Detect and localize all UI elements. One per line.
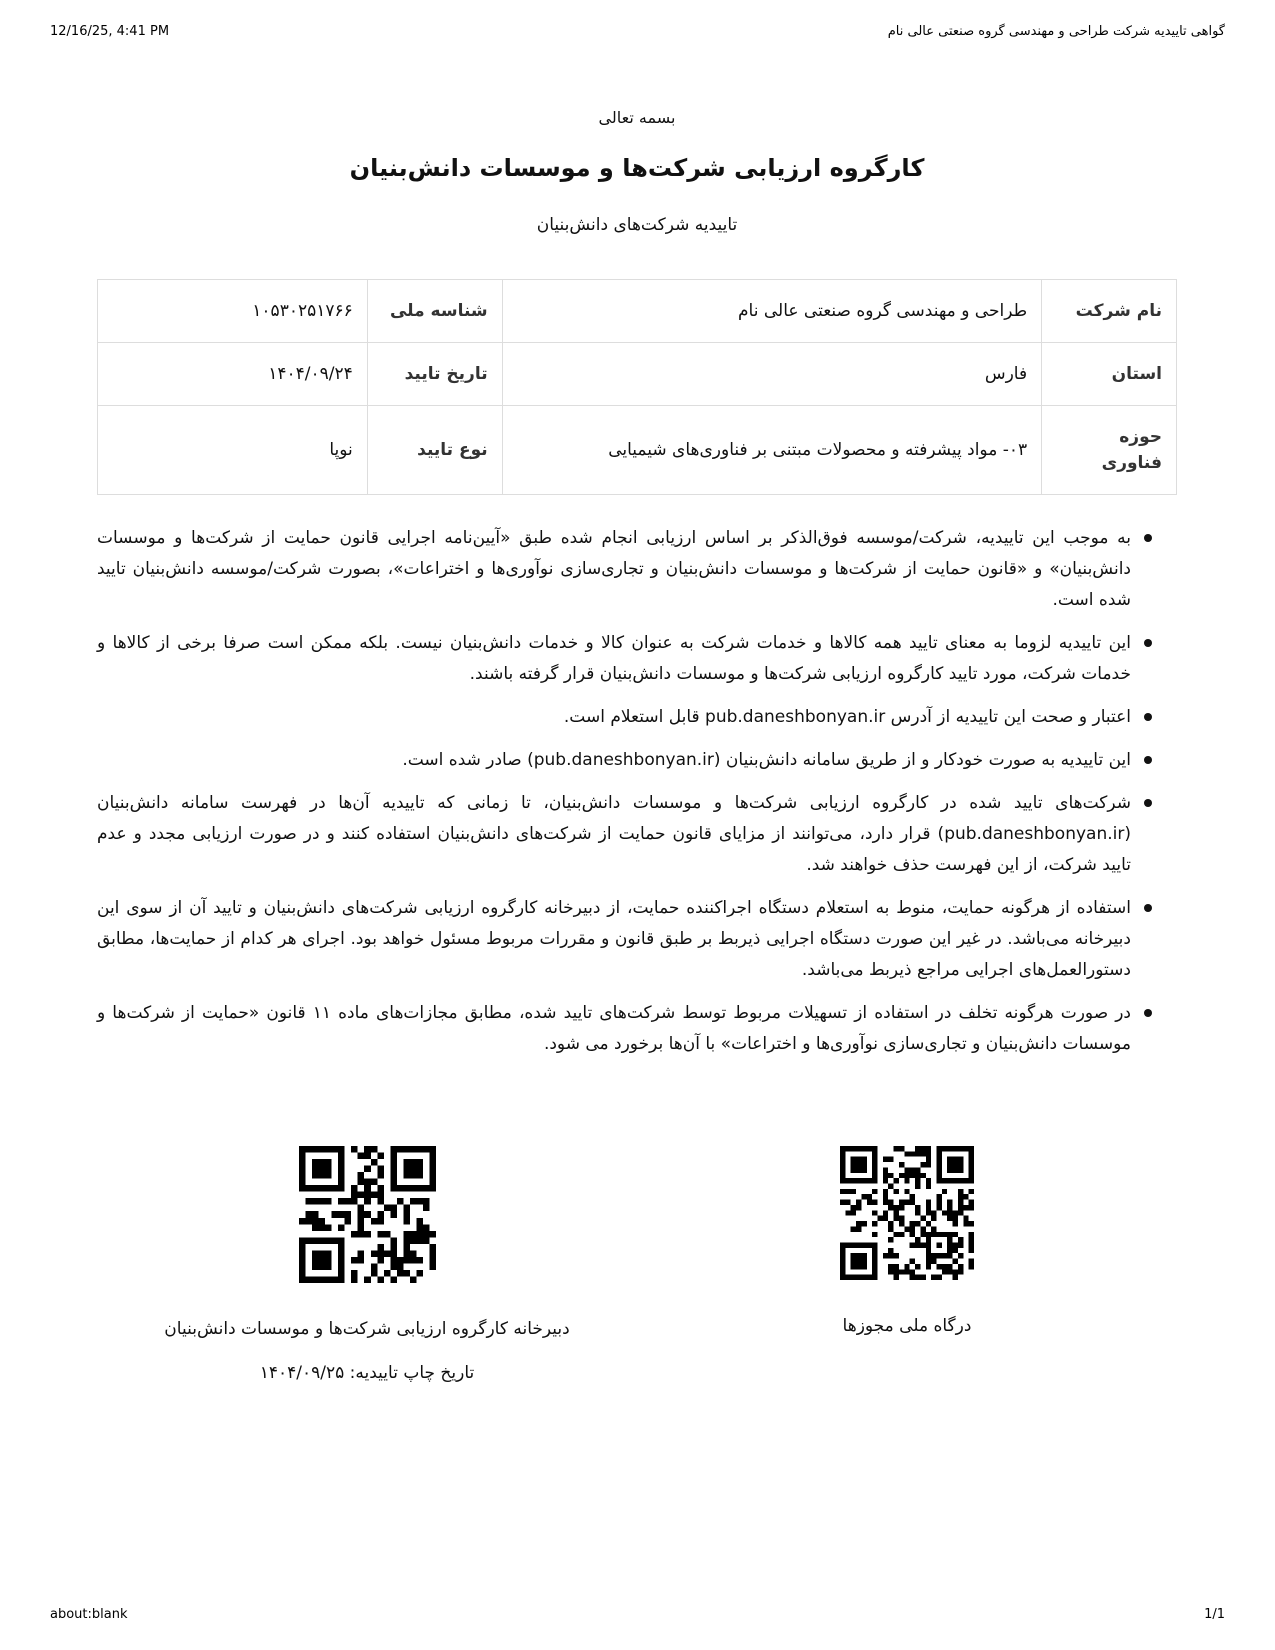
approval-date-label: تاریخ تایید (367, 343, 502, 406)
qr-code-secretariat-image (299, 1146, 436, 1283)
tech-field-label: حوزه فناوری (1042, 406, 1177, 495)
print-datetime: 12/16/25, 4:41 PM (50, 24, 170, 39)
certificate-print-date: تاریخ چاپ تاییدیه: ۱۴۰۴/۰۹/۲۵ (259, 1363, 475, 1383)
print-footer (50, 1607, 1225, 1622)
bullet-item (97, 893, 1177, 986)
bullet-item (97, 745, 1177, 776)
bullet-text: اعتبار و صحت این تاییدیه از آدرس pub.daneshbonyan.ir قابل استعلام است. (563, 707, 1131, 727)
bullet-text: در صورت هرگونه تخلف در استفاده از تسهیلات مربوط توسط شرکت‌های تایید شده، مطابق مجازات‌های ماده ۱۱ قانون «حمایت از شرکت‌ها و موسسات دانش‌بنیان و تجاری‌سازی نوآوری‌ها و اختراعات» با آن‌ها برخورد می شود. (97, 1003, 1131, 1054)
page-subtitle: تاییدیه شرکت‌های دانش‌بنیان (536, 215, 738, 235)
qr-code-national-portal (840, 1146, 974, 1280)
company-info-table (97, 279, 1177, 495)
company-name-value: طراحی و مهندسی گروه صنعتی عالی نام (502, 280, 1042, 343)
bullet-marker-icon (1144, 639, 1152, 647)
print-document-title: گواهی تاییدیه شرکت طراحی و مهندسی گروه صنعتی عالی نام (887, 24, 1225, 39)
certificate-document (97, 108, 1177, 1383)
bullet-item (97, 788, 1177, 881)
qr-column-secretariat (97, 1146, 637, 1383)
bullet-item (97, 998, 1177, 1060)
bullet-marker-icon (1144, 904, 1152, 912)
bullet-item (97, 702, 1177, 733)
bullet-marker-icon (1144, 713, 1152, 721)
national-id-value: ۱۰۵۳۰۲۵۱۷۶۶ (98, 280, 368, 343)
table-row-company (98, 280, 1177, 343)
bullet-text: شرکت‌های تایید شده در کارگروه ارزیابی شرکت‌ها و موسسات دانش‌بنیان، تا زمانی که تاییدیه آن‌ها در فهرست سامانه دانش‌بنیان (pub.daneshbonyan.ir) قرار دارد، می‌توانند از مزایای قانون حمایت از شرکت‌های دانش‌بنیان استفاده کنند و در صورت ارزیابی مجدد و عدم تایید شرکت، از این فهرست حذف خواهند شد. (97, 793, 1131, 875)
qr-column-portal (637, 1146, 1177, 1383)
province-value: فارس (502, 343, 1042, 406)
page-title: کارگروه ارزیابی شرکت‌ها و موسسات دانش‌بنیان (349, 154, 925, 182)
company-name-label: نام شرکت (1042, 280, 1177, 343)
terms-bullet-list (97, 523, 1177, 1060)
footer-page-number: 1/1 (1204, 1607, 1225, 1622)
table-row-technology (98, 406, 1177, 495)
qr-code-national-portal-image (840, 1146, 974, 1280)
bullet-text: به موجب این تاییدیه، شرکت/موسسه فوق‌الذکر بر اساس ارزیابی انجام شده طبق «آیین‌نامه اجرایی قانون حمایت از شرکت‌ها و موسسات دانش‌بنیان» و «قانون حمایت از شرکت‌ها و موسسات دانش‌بنیان و تجاری‌سازی نوآوری‌ها و اختراعات»، بصورت شرکت/موسسه دانش‌بنیان تایید شده است. (97, 528, 1131, 610)
approval-type-value: نوپا (98, 406, 368, 495)
qr-label-secretariat: دبیرخانه کارگروه ارزیابی شرکت‌ها و موسسات دانش‌بنیان (164, 1319, 570, 1339)
bullet-item (97, 628, 1177, 690)
bullet-marker-icon (1144, 799, 1152, 807)
basmala-text: بسمه تعالی (598, 108, 676, 127)
table-row-province (98, 343, 1177, 406)
province-label: استان (1042, 343, 1177, 406)
qr-code-secretariat (299, 1146, 436, 1283)
approval-date-value: ۱۴۰۴/۰۹/۲۴ (98, 343, 368, 406)
print-header (50, 24, 1225, 39)
bullet-marker-icon (1144, 534, 1152, 542)
bullet-item (97, 523, 1177, 616)
national-id-label: شناسه ملی (367, 280, 502, 343)
qr-section (97, 1146, 1177, 1383)
tech-field-value: ۰۳- مواد پیشرفته و محصولات مبتنی بر فناوری‌های شیمیایی (502, 406, 1042, 495)
approval-type-label: نوع تایید (367, 406, 502, 495)
qr-label-national-portal: درگاه ملی مجوزها (842, 1316, 972, 1336)
bullet-marker-icon (1144, 756, 1152, 764)
bullet-marker-icon (1144, 1009, 1152, 1017)
footer-url: about:blank (50, 1607, 128, 1622)
bullet-text: استفاده از هرگونه حمایت، منوط به استعلام دستگاه اجراکننده حمایت، از دبیرخانه کارگروه ارزیابی شرکت‌های دانش‌بنیان و تایید آن از سوی این دبیرخانه می‌باشد. در غیر این صورت دستگاه اجرایی ذیربط بر طبق قانون و مقررات مربوط مسئول خواهد بود. اجرای هر کدام از حمایت‌ها، مطابق دستورالعمل‌های اجرایی مراجع ذیربط می‌باشد. (97, 898, 1131, 980)
bullet-text: این تاییدیه لزوما به معنای تایید همه کالاها و خدمات شرکت به عنوان کالا و خدمات دانش‌بنیان نیست. بلکه ممکن است صرفا برخی از کالاها و خدمات شرکت، مورد تایید کارگروه ارزیابی شرکت‌ها و موسسات دانش‌بنیان قرار گرفته باشند. (97, 633, 1131, 684)
bullet-text: این تاییدیه به صورت خودکار و از طریق سامانه دانش‌بنیان (pub.daneshbonyan.ir) صادر شده است. (402, 750, 1131, 770)
